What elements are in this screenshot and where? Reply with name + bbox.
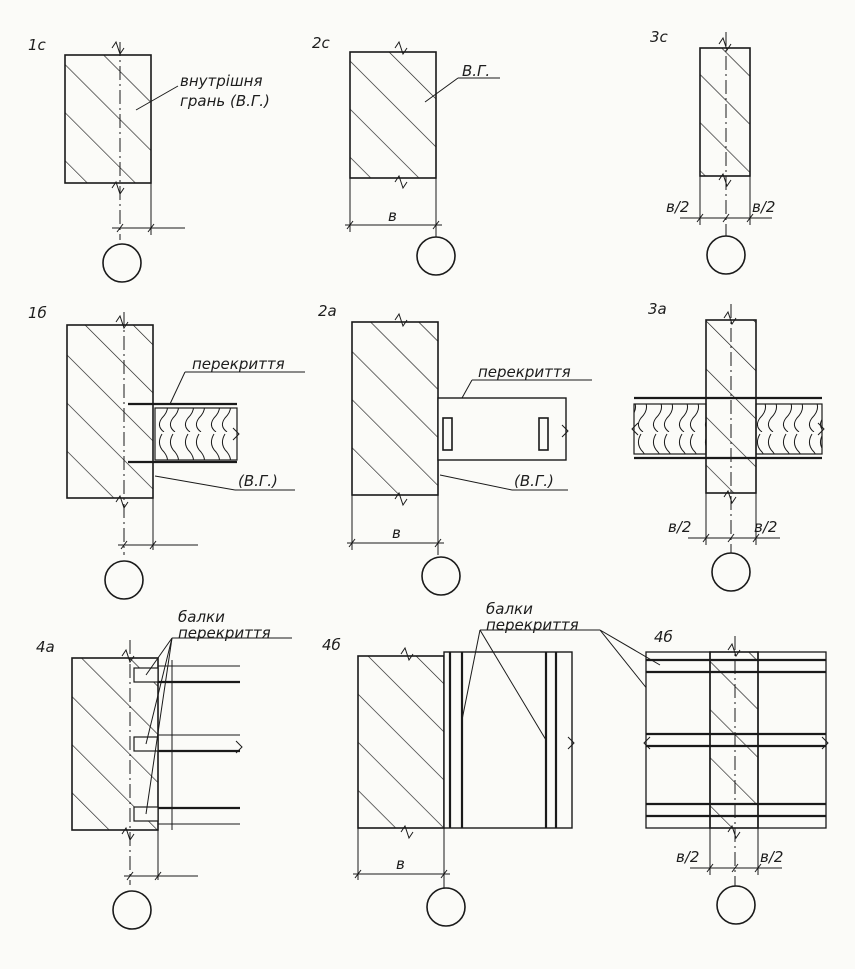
dimension-label-half-right: в/2 (760, 848, 784, 866)
dimension-label-half-left: в/2 (666, 198, 690, 216)
slab-timber-left (634, 404, 706, 454)
wall-section (65, 55, 151, 183)
slab-label: перекриття (478, 363, 571, 381)
panel-2c (312, 34, 500, 275)
leader-line (155, 476, 235, 490)
reinforcement-bar (539, 418, 548, 450)
dimension-label-b: в (388, 207, 397, 225)
dimension-label-half-right: в/2 (752, 198, 776, 216)
dimension-label-half-left: в/2 (668, 518, 692, 536)
panel-4b-middle (322, 600, 680, 926)
inner-face-label-line1: внутрішня (180, 72, 263, 90)
leader-line (146, 638, 172, 675)
wall-section (352, 322, 438, 495)
slab-outline-left (646, 652, 710, 828)
wall-section (710, 652, 758, 828)
slab-outline-right (758, 652, 826, 828)
leader-line (462, 380, 472, 398)
dimension-label-half-left: в/2 (676, 848, 700, 866)
break-mark (112, 42, 124, 54)
axis-marker-circle (427, 888, 465, 926)
leader-line (440, 475, 512, 490)
panel-label-1b: 1б (28, 304, 47, 322)
panel-1b (28, 304, 305, 599)
panel-label-2a: 2а (318, 302, 337, 320)
panel-label-4b-right: 4б (654, 628, 673, 646)
axis-marker-circle (717, 886, 755, 924)
vg-label: В.Г. (462, 62, 491, 80)
axis-marker-circle (417, 237, 455, 275)
wall-section (350, 52, 436, 178)
panel-label-3a: 3а (648, 300, 667, 318)
panel-3c (650, 28, 775, 274)
inner-face-label-line2: грань (В.Г.) (180, 92, 270, 110)
axis-marker-circle (113, 891, 151, 929)
dimension-label-b: в (392, 524, 401, 542)
panel-1c (28, 36, 270, 282)
reinforcement-bar (443, 418, 452, 450)
leader-line (170, 372, 185, 404)
vg-paren-label: (В.Г.) (514, 472, 554, 490)
vg-paren-label: (В.Г.) (238, 472, 278, 490)
beams-label-line2: перекриття (178, 624, 271, 642)
panel-label-2c: 2с (312, 34, 330, 52)
axis-marker-circle (103, 244, 141, 282)
panel-label-1c: 1с (28, 36, 46, 54)
dimension-label-b: в (396, 855, 405, 873)
axis-marker-circle (707, 236, 745, 274)
wall-section (700, 48, 750, 176)
slab-label: перекриття (192, 355, 285, 373)
beams-label-line2: перекриття (486, 616, 579, 634)
dimension-label-half-right: в/2 (754, 518, 778, 536)
panel-label-3c: 3с (650, 28, 668, 46)
wall-section (358, 656, 444, 828)
slab-timber-right (756, 404, 822, 454)
axis-marker-circle (422, 557, 460, 595)
panel-4a (36, 608, 292, 929)
axis-marker-circle (105, 561, 143, 599)
panel-label-4b: 4б (322, 636, 341, 654)
panel-label-4a: 4а (36, 638, 55, 656)
beams-label-line1: балки (486, 600, 533, 618)
panel-2a (318, 302, 592, 595)
slab-outline (444, 652, 572, 828)
slab-timber (155, 408, 237, 460)
panel-3a (632, 300, 824, 591)
leader-line (600, 630, 660, 665)
axis-marker-circle (712, 553, 750, 591)
beams-label-line1: балки (178, 608, 225, 626)
wall-section (67, 325, 153, 498)
